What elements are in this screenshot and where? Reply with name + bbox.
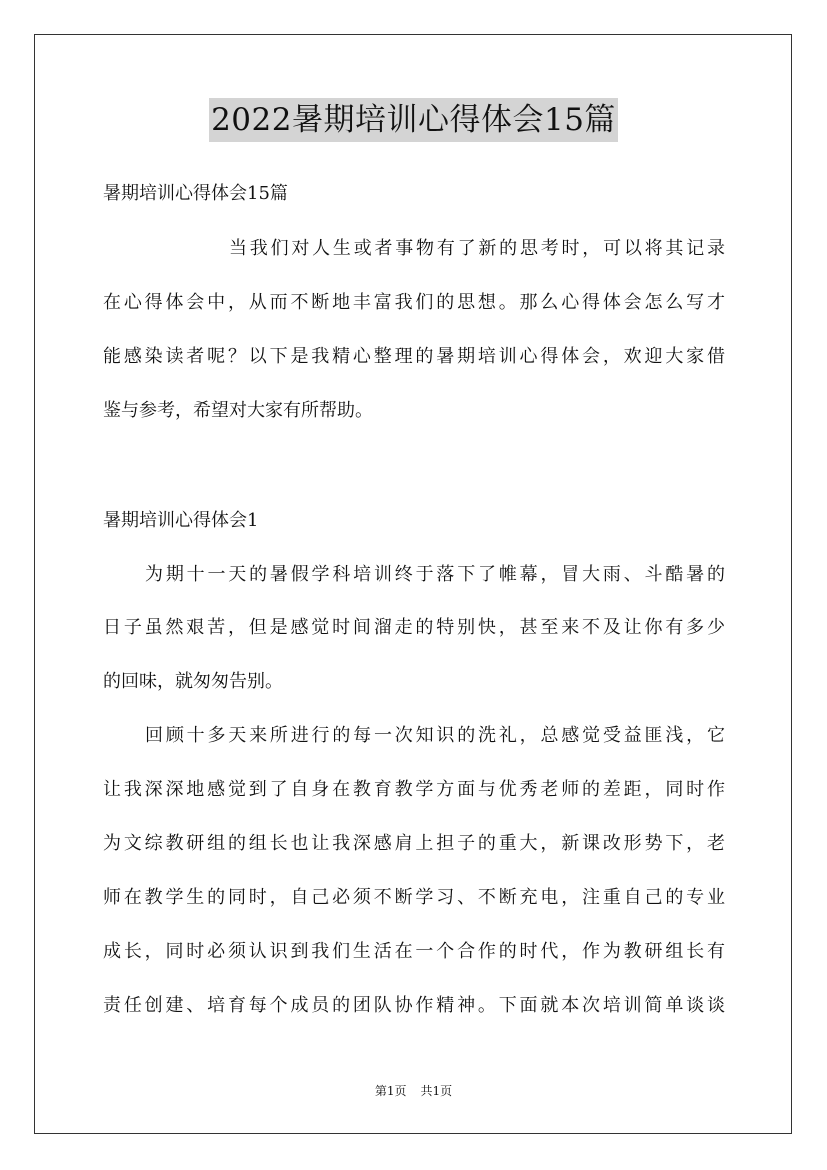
para2-line-1: 回顾十多天来所进行的每一次知识的洗礼，总感觉受益匪浅，它 [145,725,725,746]
subtitle-line: 暑期培训心得体会15篇 [103,183,288,204]
para2-line-2: 让我深深地感觉到了自身在教育教学方面与优秀老师的差距，同时作 [103,779,725,800]
para1-line-3: 的回味，就匆匆告别。 [103,671,283,692]
document-title: 2022暑期培训心得体会15篇 [209,98,618,142]
para1-line-2: 日子虽然艰苦，但是感觉时间溜走的特别快，甚至来不及让你有多少 [103,617,725,638]
intro-line-1: 当我们对人生或者事物有了新的思考时，可以将其记录 [229,238,725,259]
title-container [0,98,827,142]
para2-line-5: 成长，同时必须认识到我们生活在一个合作的时代，作为教研组长有 [103,941,725,962]
page-number: 第1页 [374,1084,407,1098]
page-footer [0,1082,827,1099]
para2-line-3: 为文综教研组的组长也让我深感肩上担子的重大，新课改形势下，老 [103,833,725,854]
intro-line-4: 鉴与参考，希望对大家有所帮助。 [103,400,373,421]
para2-line-4: 师在教学生的同时，自己必须不断学习、不断充电，注重自己的专业 [103,887,725,908]
page-total: 共1页 [420,1084,453,1098]
section-heading: 暑期培训心得体会1 [103,510,259,531]
intro-line-3: 能感染读者呢？以下是我精心整理的暑期培训心得体会，欢迎大家借 [103,346,725,367]
intro-line-2: 在心得体会中，从而不断地丰富我们的思想。那么心得体会怎么写才 [103,292,725,313]
para1-line-1: 为期十一天的暑假学科培训终于落下了帷幕，冒大雨、斗酷暑的 [145,564,725,585]
para2-line-6: 责任创建、培育每个成员的团队协作精神。下面就本次培训简单谈谈 [103,995,725,1016]
